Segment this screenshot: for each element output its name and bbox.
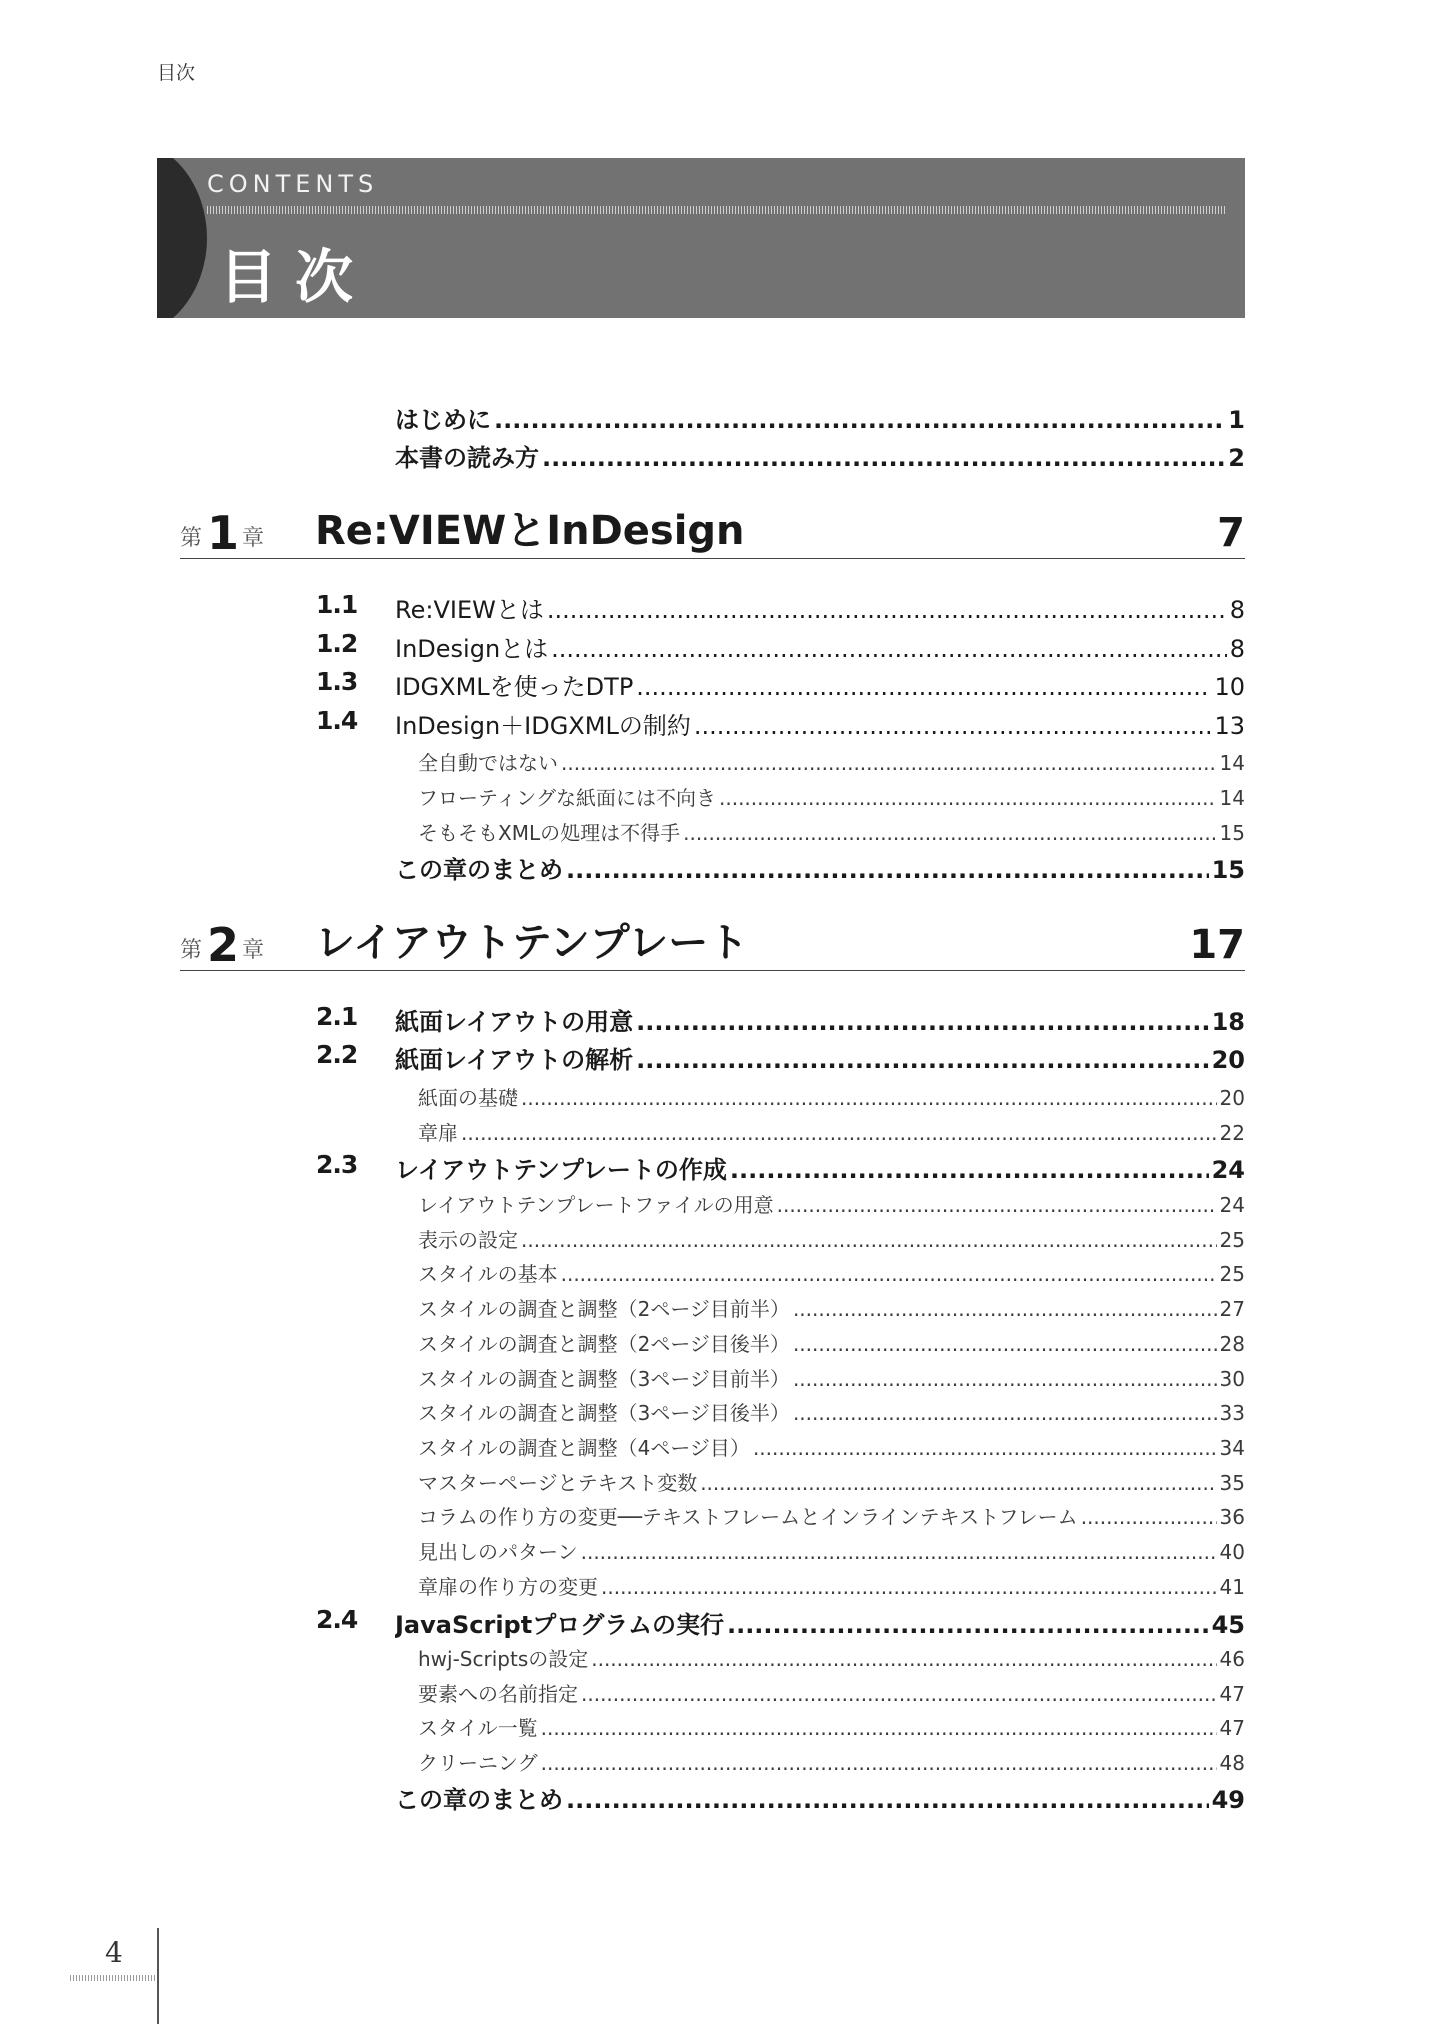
section-number: 1.1: [316, 590, 358, 619]
dot-leader: [591, 1647, 1216, 1671]
toc-entry-subsection[interactable]: [418, 1363, 1245, 1392]
page-number: 4: [105, 1936, 123, 1969]
chapter-title: Re:VIEWとInDesign: [315, 508, 745, 554]
toc-entry-page: 27: [1219, 1297, 1245, 1321]
toc-entry-subsection[interactable]: [418, 1397, 1245, 1426]
toc-entry-page: 20: [1219, 1086, 1245, 1110]
toc-entry-page: 15: [1219, 821, 1245, 845]
dot-leader: [753, 1436, 1217, 1460]
toc-entry-title: コラムの作り方の変更──テキストフレームとインラインテキストフレーム: [418, 1505, 1078, 1529]
toc-entry-subsection[interactable]: [418, 1643, 1245, 1672]
toc-entry-title: スタイルの調査と調整（4ページ目）: [418, 1436, 750, 1460]
toc-entry-subsection[interactable]: [418, 782, 1245, 811]
chapter-prefix: 第: [180, 938, 203, 963]
section-number: 1.2: [316, 629, 358, 658]
chapter-prefix: 第: [180, 526, 203, 551]
toc-entry-intro[interactable]: [395, 438, 1245, 473]
toc-entry-page: 22: [1219, 1121, 1245, 1145]
toc-entry-section[interactable]: [395, 1605, 1245, 1640]
dot-leader: [461, 1121, 1217, 1145]
toc-entry-page: 20: [1211, 1046, 1245, 1074]
chapter-heading[interactable]: [180, 908, 1245, 971]
dot-leader: [547, 596, 1227, 624]
chapter-suffix: 章: [242, 526, 265, 551]
toc-entry-subsection[interactable]: [418, 1536, 1245, 1565]
toc-entry-section[interactable]: [395, 667, 1245, 702]
section-number: 2.2: [316, 1040, 358, 1069]
toc-entry-title: 紙面レイアウトの用意: [395, 1008, 634, 1036]
toc-entry-section[interactable]: [395, 1040, 1245, 1075]
toc-entry-title: 本書の読み方: [395, 444, 539, 472]
chapter-heading[interactable]: [180, 496, 1245, 559]
chapter-number: 2: [207, 918, 240, 972]
running-head: 目次: [157, 62, 196, 84]
folio-rule: [70, 1975, 156, 1981]
dot-leader: [561, 1262, 1217, 1286]
toc-entry-subsection[interactable]: [418, 1712, 1245, 1741]
toc-entry-section[interactable]: [395, 1002, 1245, 1037]
toc-entry-title: スタイル一覧: [418, 1716, 538, 1740]
toc-entry-page: 48: [1219, 1751, 1245, 1775]
dot-leader: [636, 1046, 1209, 1074]
toc-entry-title: JavaScriptプログラムの実行: [395, 1611, 724, 1639]
toc-entry-subsection[interactable]: [418, 1467, 1245, 1496]
chapter-page: 7: [1217, 510, 1245, 556]
toc-entry-title: InDesignとは: [395, 635, 549, 663]
toc-entry-page: 49: [1211, 1786, 1245, 1814]
dot-leader: [793, 1332, 1217, 1356]
section-number: 1.4: [316, 706, 358, 735]
toc-entry-title: スタイルの基本: [418, 1262, 558, 1286]
toc-entry-page: 10: [1214, 673, 1245, 701]
toc-entry-title: IDGXMLを使ったDTP: [395, 673, 634, 701]
dot-leader: [542, 444, 1225, 472]
dot-leader: [521, 1228, 1217, 1252]
toc-entry-subsection[interactable]: [418, 1258, 1245, 1287]
folio-divider: [157, 1928, 159, 2024]
dot-leader: [521, 1086, 1217, 1110]
dot-leader: [581, 1682, 1217, 1706]
toc-entry-subsection[interactable]: [418, 1293, 1245, 1322]
toc-entry-subsection[interactable]: [418, 747, 1245, 776]
dot-leader: [541, 1716, 1217, 1740]
dot-leader: [793, 1401, 1217, 1425]
toc-entry-page: 13: [1214, 712, 1245, 740]
toc-entry-title: 要素への名前指定: [418, 1682, 578, 1706]
section-number: 1.3: [316, 667, 358, 696]
banner-label: CONTENTS: [207, 170, 379, 198]
toc-entry-title: はじめに: [395, 406, 491, 434]
toc-entry-intro[interactable]: [395, 400, 1245, 435]
toc-entry-page: 28: [1219, 1332, 1245, 1356]
toc-entry-title: クリーニング: [418, 1751, 538, 1775]
toc-entry-subsection[interactable]: [418, 1189, 1245, 1218]
toc-entry-title: 章扉: [418, 1121, 458, 1145]
toc-entry-section[interactable]: [395, 706, 1245, 741]
toc-entry-subsection[interactable]: [418, 1432, 1245, 1461]
toc-entry-subsection[interactable]: [418, 1747, 1245, 1776]
dot-leader: [561, 751, 1217, 775]
dot-leader: [541, 1751, 1217, 1775]
toc-entry-page: 15: [1211, 856, 1245, 884]
toc-entry-subsection[interactable]: [418, 1678, 1245, 1707]
toc-entry-title: この章のまとめ: [395, 856, 563, 884]
chapter-number: 1: [207, 506, 240, 560]
toc-entry-section[interactable]: [395, 1150, 1245, 1185]
dot-leader: [551, 635, 1227, 663]
banner-rule: [207, 206, 1225, 214]
toc-entry-title: 紙面の基礎: [418, 1086, 518, 1110]
dot-leader: [683, 821, 1216, 845]
dot-leader: [636, 673, 1211, 701]
toc-entry-page: 24: [1211, 1156, 1245, 1184]
contents-banner: [157, 158, 1245, 318]
dot-leader: [700, 1471, 1216, 1495]
dot-leader: [719, 786, 1217, 810]
toc-entry-page: 33: [1219, 1401, 1245, 1425]
toc-entry-title: 章扉の作り方の変更: [418, 1575, 598, 1599]
banner-title: 目次: [219, 243, 372, 311]
toc-entry-subsection[interactable]: [418, 1117, 1245, 1146]
toc-entry-page: 14: [1219, 786, 1245, 810]
toc-entry-title: この章のまとめ: [395, 1786, 563, 1814]
toc-entry-page: 36: [1219, 1505, 1245, 1529]
toc-entry-page: 24: [1219, 1193, 1245, 1217]
toc-entry-page: 18: [1211, 1008, 1245, 1036]
toc-entry-page: 30: [1219, 1367, 1245, 1391]
dot-leader: [730, 1156, 1209, 1184]
dot-leader: [694, 712, 1212, 740]
toc-entry-title: スタイルの調査と調整（3ページ目後半）: [418, 1401, 790, 1425]
dot-leader: [727, 1611, 1209, 1639]
dot-leader: [793, 1297, 1217, 1321]
toc-entry-page: 35: [1219, 1471, 1245, 1495]
toc-entry-subsection[interactable]: [418, 817, 1245, 846]
dot-leader: [793, 1367, 1217, 1391]
toc-entry-page: 25: [1219, 1228, 1245, 1252]
toc-entry-title: レイアウトテンプレートファイルの用意: [418, 1193, 774, 1217]
dot-leader: [494, 406, 1225, 434]
toc-entry-page: 46: [1219, 1647, 1245, 1671]
dot-leader: [566, 1786, 1209, 1814]
toc-entry-title: Re:VIEWとは: [395, 596, 544, 624]
dot-leader: [1081, 1505, 1217, 1529]
toc-entry-section[interactable]: [395, 590, 1245, 625]
toc-entry-page: 40: [1219, 1540, 1245, 1564]
dot-leader: [777, 1193, 1217, 1217]
dot-leader: [581, 1540, 1217, 1564]
toc-entry-page: 25: [1219, 1262, 1245, 1286]
toc-entry-page: 8: [1229, 635, 1245, 663]
toc-entry-title: 表示の設定: [418, 1228, 518, 1252]
dot-leader: [566, 856, 1209, 884]
toc-entry-title: レイアウトテンプレートの作成: [395, 1156, 727, 1184]
toc-entry-title: 見出しのパターン: [418, 1540, 578, 1564]
toc-entry-title: スタイルの調査と調整（2ページ目前半）: [418, 1297, 790, 1321]
toc-entry-title: フローティングな紙面には不向き: [418, 786, 716, 810]
section-number: 2.3: [316, 1150, 358, 1179]
toc-entry-section[interactable]: [395, 629, 1245, 664]
toc-entry-page: 34: [1219, 1436, 1245, 1460]
toc-entry-page: 45: [1211, 1611, 1245, 1639]
toc-entry-title: そもそもXMLの処理は不得手: [418, 821, 681, 845]
toc-entry-page: 1: [1228, 406, 1245, 434]
toc-entry-page: 47: [1219, 1716, 1245, 1740]
toc-entry-title: InDesign＋IDGXMLの制約: [395, 712, 691, 740]
toc-entry-page: 41: [1219, 1575, 1245, 1599]
toc-entry-subsection[interactable]: [418, 1082, 1245, 1111]
toc-entry-subsection[interactable]: [418, 1571, 1245, 1600]
banner-curve-decoration: [157, 158, 207, 318]
toc-entry-page: 14: [1219, 751, 1245, 775]
toc-entry-page: 2: [1228, 444, 1245, 472]
toc-entry-title: スタイルの調査と調整（3ページ目前半）: [418, 1367, 790, 1391]
chapter-title: レイアウトテンプレート: [315, 920, 749, 966]
chapter-suffix: 章: [242, 938, 265, 963]
toc-entry-subsection[interactable]: [418, 1501, 1245, 1530]
section-number: 2.4: [316, 1605, 358, 1634]
section-number: 2.1: [316, 1002, 358, 1031]
toc-entry-title: マスターページとテキスト変数: [418, 1471, 698, 1495]
toc-entry-title: 紙面レイアウトの解析: [395, 1046, 634, 1074]
dot-leader: [636, 1008, 1209, 1036]
toc-entry-subsection[interactable]: [418, 1224, 1245, 1253]
toc-entry-page: 8: [1229, 596, 1245, 624]
toc-entry-subsection[interactable]: [418, 1328, 1245, 1357]
toc-entry-page: 47: [1219, 1682, 1245, 1706]
toc-entry-title: hwj-Scriptsの設定: [418, 1647, 589, 1671]
dot-leader: [601, 1575, 1217, 1599]
toc-entry-title: スタイルの調査と調整（2ページ目後半）: [418, 1332, 790, 1356]
toc-entry-summary[interactable]: [395, 850, 1245, 885]
chapter-page: 17: [1189, 922, 1245, 968]
toc-entry-summary[interactable]: [395, 1780, 1245, 1815]
toc-entry-title: 全自動ではない: [418, 751, 558, 775]
